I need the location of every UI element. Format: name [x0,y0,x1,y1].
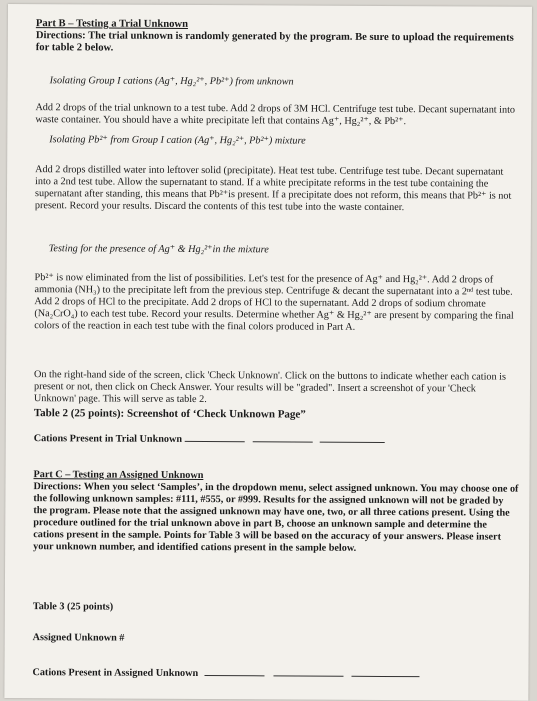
assigned-unknown-label: Assigned Unknown # [32,632,125,644]
part-b-section-header [36,18,522,57]
document-page [4,4,532,701]
answer-blank[interactable] [205,666,265,676]
answer-blank[interactable] [320,433,385,443]
testing-text: Pb²⁺ is now eliminated from the list of possibilities. Let's test for the presence of Ag⁺ and Hg₂²⁺. Add 2 drops of ammonia (NH₃) to the precipitate left from the previous step. Centrifuge & decant the supernatant into a 2ⁿᵈ test tube. Add 2 drops of HCl to the precipitate. Add 2 drops of HCl to the supernatant. Add 2 drops of sodium chromate (Na₂CrO₄) to each test tube. Record your results. Determine whether Ag⁺ & Hg₂²⁺ are present by comparing the final colors of the reaction in each test tube with the final colors produced in Part A. [34,272,514,333]
answer-blank[interactable] [352,667,420,677]
part-c-heading: Part C – Testing an Assigned Unknown [33,469,204,482]
answer-blank[interactable] [253,432,313,442]
table-2-title: Table 2 (25 points): Screenshot of ‘Check Unknown Page” [33,407,306,421]
part-c-section-header [33,469,519,556]
cations-trial-label: Cations Present in Trial Unknown [33,433,183,445]
part-b-heading: Part B – Testing a Trial Unknown [35,18,189,30]
cations-trial-row [34,431,520,448]
cations-assigned-row [32,665,518,682]
check-unknown-instructions: On the right-hand side of the screen, click 'Check Unknown'. Click on the buttons to indicate whether each cation is present or not, then click on Check Answer. Your results will be "graded". Insert a screenshot of your 'Check Unknown' page. This will serve as table 2. [33,369,506,406]
isolating-pb-text: Add 2 drops distilled water into leftover solid (precipitate). Heat test tube. Centrifuge test tube. Decant supernatant into a 2nd test tube. Allow the supernatant to stand. If a white precipitate reforms in the test tube containing the supernatant after standing, this means that Pb²⁺is present. If a precipitate does not reform, this means that Pb²⁺ is not present. Record your results. Discard the contents of this test tube into the waste container. [34,164,512,214]
isolating-group-title: Isolating Group I cations (Ag⁺, Hg₂²⁺, Pb²⁺) from unknown [49,75,294,88]
part-c-directions: Directions: When you select ‘Samples’, in the dropdown menu, select assigned unknown. You may choose one of the following unknown samples: #111, #555, or #999. Results for the assigned unknown will not be graded by the program. Please note that the assigned unknown may have one, two, or all three cations present. Using the procedure outlined for the trial unknown above in part B, choose an unknown sample and determine the cations present in the sample. Points for Table 3 will be based on the accuracy of your answers. Please insert your unknown number, and identified cations present in the sample below. [33,481,519,554]
table-3-title: Table 3 (25 points) [32,601,114,613]
answer-blank[interactable] [273,666,343,676]
part-b-directions: Directions: The trial unknown is randomly generated by the program. Be sure to upload the requirements for table 2 below. [35,30,514,54]
cations-assigned-label: Cations Present in Assigned Unknown [32,667,199,680]
testing-title: Testing for the presence of Ag⁺ & Hg₂²⁺in the mixture [48,243,269,256]
isolating-group-text: Add 2 drops of the trial unknown to a test tube. Add 2 drops of 3M HCl. Centrifuge test tube. Decant supernatant into waste container. You should have a white precipitate left that contains Ag⁺, Hg₂²⁺, & Pb²⁺. [35,102,516,128]
document-content [32,18,522,680]
answer-blank[interactable] [185,432,245,442]
isolating-pb-title: Isolating Pb²⁺ from Group I cation (Ag⁺, Hg₂²⁺, Pb²⁺) mixture [49,134,306,147]
